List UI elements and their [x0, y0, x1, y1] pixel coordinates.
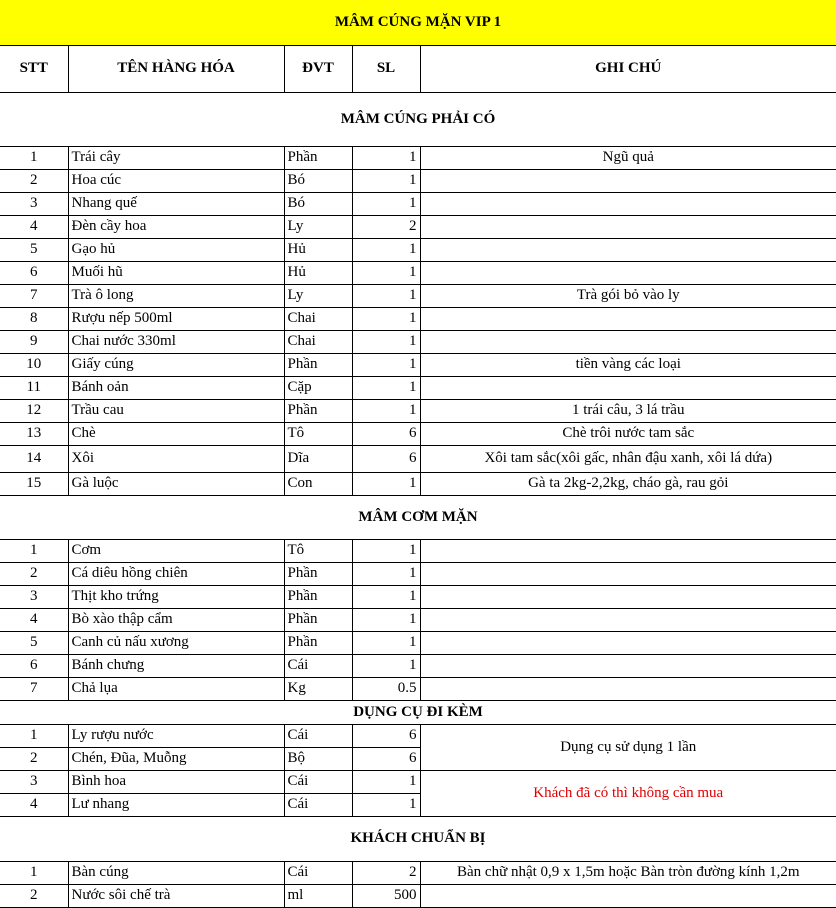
cell-qty: 1 — [352, 608, 420, 631]
cell-qty: 6 — [352, 724, 420, 747]
cell-qty: 1 — [352, 169, 420, 192]
cell-note — [420, 562, 836, 585]
cell-unit: ml — [284, 884, 352, 907]
table-row — [0, 562, 836, 585]
table-row — [0, 192, 836, 215]
section-title: MÂM CÚNG PHẢI CÓ — [0, 92, 836, 146]
merged-note-customer-owned: Khách đã có thì không cần mua — [420, 770, 836, 816]
table-row — [0, 307, 836, 330]
cell-name: Bình hoa — [68, 770, 284, 793]
table-row — [0, 422, 836, 445]
cell-name: Canh củ nấu xương — [68, 631, 284, 654]
cell-unit: Phần — [284, 562, 352, 585]
header-name: TÊN HÀNG HÓA — [68, 46, 284, 92]
cell-qty: 1 — [352, 284, 420, 307]
header-note: GHI CHÚ — [420, 46, 836, 92]
cell-name: Trái cây — [68, 146, 284, 169]
table-row — [0, 884, 836, 907]
cell-unit: Tô — [284, 539, 352, 562]
cell-note: Bàn chữ nhật 0,9 x 1,5m hoặc Bàn tròn đường kính 1,2m — [420, 861, 836, 884]
section-header — [0, 92, 836, 146]
cell-stt: 10 — [0, 353, 68, 376]
cell-stt: 13 — [0, 422, 68, 445]
cell-stt: 7 — [0, 677, 68, 700]
table-row — [0, 770, 836, 793]
cell-unit: Phần — [284, 353, 352, 376]
cell-stt: 3 — [0, 770, 68, 793]
table-row — [0, 654, 836, 677]
cell-stt: 4 — [0, 215, 68, 238]
cell-note: tiền vàng các loại — [420, 353, 836, 376]
cell-unit: Ly — [284, 284, 352, 307]
cell-stt: 2 — [0, 747, 68, 770]
cell-qty: 1 — [352, 770, 420, 793]
cell-name: Hoa cúc — [68, 169, 284, 192]
cell-qty: 1 — [352, 631, 420, 654]
cell-note — [420, 631, 836, 654]
cell-note — [420, 677, 836, 700]
cell-name: Gà luộc — [68, 472, 284, 495]
header-row — [0, 46, 836, 92]
cell-note — [420, 307, 836, 330]
cell-qty: 1 — [352, 330, 420, 353]
cell-unit: Cái — [284, 770, 352, 793]
table-row — [0, 472, 836, 495]
cell-qty: 1 — [352, 654, 420, 677]
cell-unit: Cặp — [284, 376, 352, 399]
cell-unit: Phần — [284, 585, 352, 608]
cell-qty: 1 — [352, 585, 420, 608]
cell-note — [420, 585, 836, 608]
cell-stt: 7 — [0, 284, 68, 307]
cell-note — [420, 539, 836, 562]
cell-qty: 1 — [352, 562, 420, 585]
table-row — [0, 376, 836, 399]
cell-stt: 11 — [0, 376, 68, 399]
cell-stt: 9 — [0, 330, 68, 353]
cell-stt: 3 — [0, 192, 68, 215]
cell-qty: 1 — [352, 376, 420, 399]
table-row — [0, 261, 836, 284]
cell-qty: 1 — [352, 146, 420, 169]
cell-qty: 1 — [352, 472, 420, 495]
cell-note: 1 trái câu, 3 lá trầu — [420, 399, 836, 422]
cell-unit: Phần — [284, 146, 352, 169]
header-qty: SL — [352, 46, 420, 92]
cell-name: Chè — [68, 422, 284, 445]
cell-unit: Cái — [284, 654, 352, 677]
table-row — [0, 677, 836, 700]
cell-name: Nước sôi chế trà — [68, 884, 284, 907]
cell-note — [420, 238, 836, 261]
cell-note — [420, 884, 836, 907]
section-title: DỤNG CỤ ĐI KÈM — [0, 700, 836, 724]
cell-unit: Hủ — [284, 238, 352, 261]
cell-stt: 2 — [0, 562, 68, 585]
cell-unit: Chai — [284, 307, 352, 330]
cell-stt: 6 — [0, 261, 68, 284]
table-row — [0, 608, 836, 631]
cell-unit: Cái — [284, 793, 352, 816]
cell-name: Gạo hủ — [68, 238, 284, 261]
cell-stt: 12 — [0, 399, 68, 422]
cell-stt: 5 — [0, 631, 68, 654]
section-title: KHÁCH CHUẨN BỊ — [0, 816, 836, 861]
table-row — [0, 539, 836, 562]
cell-note: Xôi tam sắc(xôi gấc, nhân đậu xanh, xôi lá dứa) — [420, 445, 836, 472]
table-row — [0, 445, 836, 472]
cell-stt: 1 — [0, 146, 68, 169]
cell-note — [420, 192, 836, 215]
cell-name: Rượu nếp 500ml — [68, 307, 284, 330]
cell-name: Trầu cau — [68, 399, 284, 422]
table-row — [0, 399, 836, 422]
cell-unit: Dĩa — [284, 445, 352, 472]
cell-qty: 500 — [352, 884, 420, 907]
cell-unit: Cái — [284, 724, 352, 747]
cell-stt: 5 — [0, 238, 68, 261]
table-row — [0, 169, 836, 192]
cell-name: Nhang quế — [68, 192, 284, 215]
cell-name: Trà ô long — [68, 284, 284, 307]
table-row — [0, 146, 836, 169]
cell-name: Giấy cúng — [68, 353, 284, 376]
cell-stt: 1 — [0, 539, 68, 562]
cell-qty: 2 — [352, 215, 420, 238]
cell-unit: Bộ — [284, 747, 352, 770]
cell-unit: Hủ — [284, 261, 352, 284]
cell-qty: 1 — [352, 192, 420, 215]
cell-note: Gà ta 2kg-2,2kg, cháo gà, rau gỏi — [420, 472, 836, 495]
table-row — [0, 284, 836, 307]
cell-note — [420, 654, 836, 677]
cell-qty: 1 — [352, 353, 420, 376]
cell-name: Đèn cầy hoa — [68, 215, 284, 238]
section-header — [0, 700, 836, 724]
cell-qty: 6 — [352, 445, 420, 472]
cell-name: Bò xào thập cẩm — [68, 608, 284, 631]
table-row — [0, 215, 836, 238]
cell-name: Chả lụa — [68, 677, 284, 700]
cell-stt: 14 — [0, 445, 68, 472]
cell-unit: Ly — [284, 215, 352, 238]
table-row — [0, 724, 836, 747]
cell-name: Lư nhang — [68, 793, 284, 816]
cell-name: Thịt kho trứng — [68, 585, 284, 608]
cell-stt: 6 — [0, 654, 68, 677]
header-stt: STT — [0, 46, 68, 92]
cell-note — [420, 169, 836, 192]
cell-note — [420, 608, 836, 631]
table-row — [0, 353, 836, 376]
cell-name: Cá diêu hồng chiên — [68, 562, 284, 585]
cell-qty: 6 — [352, 747, 420, 770]
cell-stt: 1 — [0, 724, 68, 747]
cell-note: Ngũ quả — [420, 146, 836, 169]
cell-note — [420, 330, 836, 353]
cell-qty: 1 — [352, 261, 420, 284]
cell-note — [420, 261, 836, 284]
sheet-title: MÂM CÚNG MẶN VIP 1 — [0, 0, 836, 46]
cell-unit: Kg — [284, 677, 352, 700]
table-row — [0, 330, 836, 353]
cell-stt: 15 — [0, 472, 68, 495]
cell-name: Bánh oản — [68, 376, 284, 399]
cell-unit: Cái — [284, 861, 352, 884]
table-row — [0, 238, 836, 261]
cell-qty: 1 — [352, 539, 420, 562]
section-title: MÂM CƠM MẶN — [0, 495, 836, 539]
cell-unit: Phần — [284, 399, 352, 422]
cell-unit: Phần — [284, 608, 352, 631]
cell-note — [420, 215, 836, 238]
cell-unit: Bó — [284, 192, 352, 215]
cell-name: Chai nước 330ml — [68, 330, 284, 353]
cell-name: Cơm — [68, 539, 284, 562]
cell-qty: 0.5 — [352, 677, 420, 700]
cell-stt: 2 — [0, 884, 68, 907]
cell-stt: 8 — [0, 307, 68, 330]
cell-qty: 6 — [352, 422, 420, 445]
cell-name: Xôi — [68, 445, 284, 472]
cell-name: Bàn cúng — [68, 861, 284, 884]
cell-stt: 2 — [0, 169, 68, 192]
cell-name: Muối hũ — [68, 261, 284, 284]
cell-unit: Chai — [284, 330, 352, 353]
header-unit: ĐVT — [284, 46, 352, 92]
cell-qty: 1 — [352, 793, 420, 816]
cell-unit: Bó — [284, 169, 352, 192]
merged-note-disposable: Dụng cụ sử dụng 1 lần — [420, 724, 836, 770]
cell-stt: 4 — [0, 608, 68, 631]
cell-qty: 1 — [352, 238, 420, 261]
order-table — [0, 46, 836, 908]
cell-unit: Phần — [284, 631, 352, 654]
cell-note: Chè trôi nước tam sắc — [420, 422, 836, 445]
cell-name: Chén, Đũa, Muỗng — [68, 747, 284, 770]
section-header — [0, 495, 836, 539]
table-row — [0, 631, 836, 654]
cell-qty: 2 — [352, 861, 420, 884]
cell-stt: 1 — [0, 861, 68, 884]
cell-stt: 4 — [0, 793, 68, 816]
section-header — [0, 816, 836, 861]
cell-note — [420, 376, 836, 399]
cell-qty: 1 — [352, 307, 420, 330]
cell-note: Trà gói bỏ vào ly — [420, 284, 836, 307]
cell-qty: 1 — [352, 399, 420, 422]
cell-name: Bánh chưng — [68, 654, 284, 677]
cell-name: Ly rượu nước — [68, 724, 284, 747]
table-row — [0, 861, 836, 884]
table-row — [0, 585, 836, 608]
cell-unit: Tô — [284, 422, 352, 445]
cell-unit: Con — [284, 472, 352, 495]
cell-stt: 3 — [0, 585, 68, 608]
